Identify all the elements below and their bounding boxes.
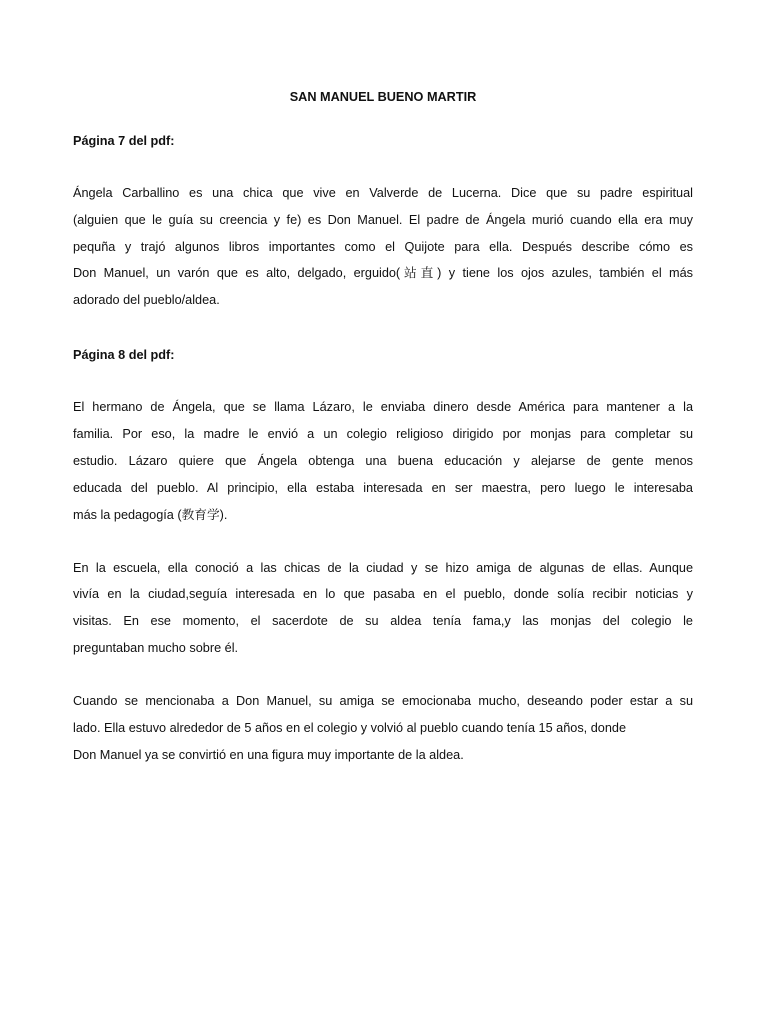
paragraph-line: familia. Por eso, la madre le envió a un colegio religioso dirigido por monjas para completar su [73,427,693,442]
document-page [73,84,693,768]
paragraph-line: Cuando se mencionaba a Don Manuel, su amiga se emocionaba mucho, deseando poder estar a su [73,693,693,708]
paragraph-line: Don Manuel ya se convirtió en una figura muy importante de la aldea. [73,747,464,762]
paragraph [73,394,693,528]
document-title: SAN MANUEL BUENO MARTIR [289,90,477,104]
paragraph-line: Ángela Carballino es una chica que vive en Valverde de Lucerna. Dice que su padre espiritual [73,186,693,201]
paragraph [73,180,693,314]
paragraph-line: Don Manuel, un varón que es alto, delgado, erguido(站直) y tiene los ojos azules, también el más [73,266,693,281]
paragraph-line: El hermano de Ángela, que se llama Lázaro, le enviaba dinero desde América para mantener a la [73,400,693,415]
paragraph-line: educada del pueblo. Al principio, ella estaba interesada en ser maestra, pero luego le interesaba [73,480,693,495]
paragraph-line: vivía en la ciudad,seguía interesada en lo que pasaba en el pueblo, donde solía recibir noticias y [73,587,693,602]
paragraph-line: preguntaban mucho sobre él. [73,640,239,655]
paragraph [73,688,693,768]
paragraph-line: (alguien que le guía su creencia y fe) es Don Manuel. El padre de Ángela murió cuando ella era muy [73,212,693,227]
paragraph-line: más la pedagogía (教育学). [73,507,228,522]
paragraph [73,555,693,662]
paragraph-line: En la escuela, ella conoció a las chicas de la ciudad y se hizo amiga de algunas de ellas. Aunque [73,560,693,575]
paragraph-line: adorado del pueblo/aldea. [73,293,220,308]
paragraph-line: estudio. Lázaro quiere que Ángela obtenga una buena educación y alejarse de gente menos [73,453,693,468]
section-heading-page-7: Página 7 del pdf: [73,133,175,148]
paragraph-line: visitas. En ese momento, el sacerdote de su aldea tenía fama,y las monjas del colegio le [73,614,693,629]
section-heading-page-8: Página 8 del pdf: [73,348,175,363]
paragraph-line: pequña y trajó algunos libros importantes como el Quijote para ella. Después describe cómo es [73,239,693,254]
paragraph-line: lado. Ella estuvo alrededor de 5 años en el colegio y volvió al pueblo cuando tenía 15 años, donde [73,720,627,735]
